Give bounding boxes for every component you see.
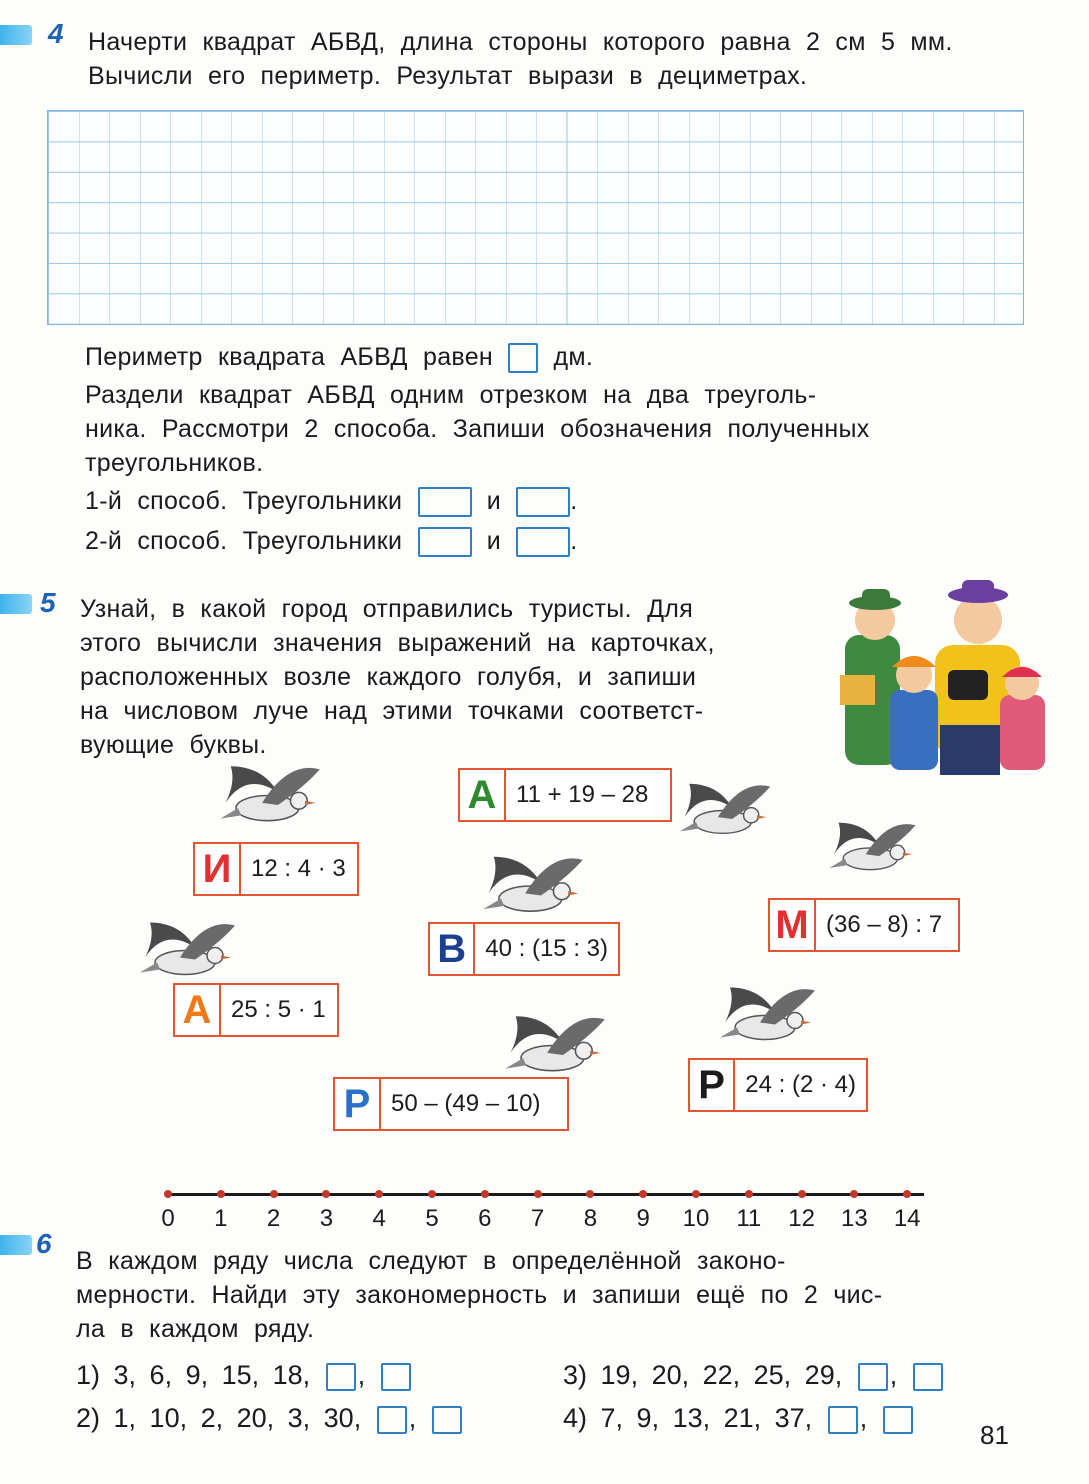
- sequence-row: 4) 7, 9, 13, 21, 37, ,: [563, 1403, 915, 1434]
- dove-icon: [825, 805, 920, 890]
- task-text: ника. Рассмотри 2 способа. Запиши обозначения полученных: [85, 415, 870, 443]
- number-line-label: 14: [893, 1205, 921, 1232]
- number-line-point[interactable]: [586, 1190, 594, 1198]
- row-label: 2): [76, 1403, 101, 1433]
- way2-label: 2-й способ. Треугольники: [85, 527, 403, 555]
- card-letter: М: [770, 900, 816, 950]
- number-line-point[interactable]: [798, 1190, 806, 1198]
- answer-box[interactable]: [326, 1363, 356, 1391]
- card-expression: 11 + 19 – 28: [516, 781, 649, 808]
- card-letter: В: [430, 924, 475, 974]
- sequence-row: 2) 1, 10, 2, 20, 3, 30, ,: [76, 1403, 464, 1434]
- answer-box[interactable]: [381, 1363, 411, 1391]
- number-line-point[interactable]: [639, 1190, 647, 1198]
- row-sequence: 7, 9, 13, 21, 37,: [600, 1403, 813, 1433]
- way1-line: [85, 484, 578, 518]
- card-letter: А: [175, 985, 221, 1035]
- number-line-label: 5: [425, 1205, 439, 1232]
- number-line-label: 8: [583, 1205, 598, 1232]
- dove-icon: [675, 765, 775, 855]
- row-label: 4): [563, 1403, 588, 1433]
- answer-box[interactable]: [858, 1363, 888, 1391]
- triangle-answer-box[interactable]: [516, 527, 570, 557]
- dove-icon: [135, 915, 240, 985]
- sequence-row: 1) 3, 6, 9, 15, 18, ,: [76, 1360, 413, 1391]
- number-line-point[interactable]: [692, 1190, 700, 1198]
- number-line-label: 13: [841, 1205, 868, 1232]
- task-text: на числовом луче над этими точками соответст-: [80, 697, 704, 725]
- card-letter: А: [460, 770, 506, 820]
- dove-icon: [715, 975, 820, 1055]
- number-line-label: 7: [530, 1205, 545, 1232]
- task-text: треугольников.: [85, 449, 264, 477]
- expression-card: [768, 898, 960, 952]
- task-text: ла в каждом ряду.: [76, 1315, 315, 1343]
- number-line-label: 1: [214, 1205, 228, 1232]
- tourists-illustration: [830, 575, 1065, 775]
- number-line-point[interactable]: [270, 1190, 278, 1198]
- period: .: [570, 527, 578, 555]
- sequence-row: 3) 19, 20, 22, 25, 29, ,: [563, 1360, 945, 1391]
- number-line-label: 10: [682, 1205, 710, 1232]
- dove-icon: [215, 755, 325, 835]
- expression-card: [428, 922, 620, 976]
- task-text: Раздели квадрат АБВД одним отрезком на два треуголь-: [85, 381, 817, 409]
- number-line-point[interactable]: [745, 1190, 753, 1198]
- triangle-answer-box[interactable]: [418, 527, 472, 557]
- card-expression: (36 – 8) : 7: [826, 911, 943, 938]
- answer-box[interactable]: [883, 1406, 913, 1434]
- task-text: Узнай, в какой город отправились туристы. Для: [80, 595, 694, 623]
- expression-card: [173, 983, 339, 1037]
- number-line-point[interactable]: [481, 1190, 489, 1198]
- task-text: мерности. Найди эту закономерность и запиши ещё по 2 чис-: [76, 1281, 883, 1309]
- row-sequence: 19, 20, 22, 25, 29,: [600, 1360, 843, 1390]
- perimeter-prefix: Периметр квадрата АБВД равен: [85, 343, 494, 371]
- way2-line: [85, 524, 578, 558]
- task-number: 6: [36, 1228, 52, 1259]
- number-line: [168, 1193, 924, 1196]
- task-number: 4: [48, 18, 64, 49]
- dove-icon: [478, 848, 588, 923]
- number-line-label: 11: [736, 1205, 762, 1232]
- number-line-label: 2: [266, 1205, 281, 1232]
- and-word: и: [486, 527, 502, 555]
- card-letter: Р: [690, 1060, 735, 1110]
- card-expression: 25 : 5 · 1: [231, 996, 326, 1023]
- task-text: расположенных возле каждого голубя, и запиши: [80, 663, 697, 691]
- row-label: 3): [563, 1360, 588, 1390]
- number-line-label: 0: [161, 1205, 175, 1232]
- card-expression: 50 – (49 – 10): [391, 1090, 541, 1117]
- number-line-label: 12: [788, 1205, 815, 1232]
- card-expression: 24 : (2 · 4): [745, 1071, 856, 1098]
- number-line-point[interactable]: [850, 1190, 858, 1198]
- number-line-label: 9: [636, 1205, 650, 1232]
- number-line-point[interactable]: [217, 1190, 225, 1198]
- answer-box[interactable]: [828, 1406, 858, 1434]
- period: .: [570, 487, 578, 515]
- page-number: 81: [980, 1420, 1009, 1450]
- number-line-point[interactable]: [164, 1190, 172, 1198]
- number-line-point[interactable]: [375, 1190, 383, 1198]
- answer-box[interactable]: [432, 1406, 462, 1434]
- number-line-point[interactable]: [534, 1190, 542, 1198]
- expression-card: [458, 768, 672, 822]
- row-label: 1): [76, 1360, 101, 1390]
- task-text: Вычисли его периметр. Результат вырази в дециметрах.: [88, 62, 808, 90]
- number-line-point[interactable]: [428, 1190, 436, 1198]
- task-number: 5: [40, 587, 56, 618]
- task-text: этого вычисли значения выражений на карточках,: [80, 629, 715, 657]
- number-line-point[interactable]: [322, 1190, 330, 1198]
- number-line-label: 3: [319, 1205, 334, 1232]
- triangle-answer-box[interactable]: [418, 487, 472, 517]
- card-letter: Р: [335, 1079, 381, 1129]
- drawing-grid[interactable]: [47, 110, 1024, 325]
- card-expression: 40 : (15 : 3): [485, 935, 608, 962]
- number-line-point[interactable]: [903, 1190, 911, 1198]
- card-letter: И: [195, 844, 241, 894]
- row-sequence: 3, 6, 9, 15, 18,: [113, 1360, 311, 1390]
- task-marker: [0, 25, 32, 45]
- perimeter-unit: дм.: [553, 343, 594, 371]
- card-expression: 12 : 4 · 3: [251, 855, 346, 882]
- expression-card: [333, 1077, 569, 1131]
- task-text: вующие буквы.: [80, 731, 267, 759]
- dove-icon: [500, 1005, 610, 1085]
- expression-card: [688, 1058, 868, 1112]
- row-sequence: 1, 10, 2, 20, 3, 30,: [113, 1403, 362, 1433]
- task-marker: [0, 594, 32, 614]
- expression-card: [193, 842, 359, 896]
- task-text: В каждом ряду числа следуют в определённой законо-: [76, 1247, 786, 1275]
- triangle-answer-box[interactable]: [516, 487, 570, 517]
- and-word: и: [486, 487, 502, 515]
- answer-box[interactable]: [377, 1406, 407, 1434]
- answer-box[interactable]: [913, 1363, 943, 1391]
- task-text: Начерти квадрат АБВД, длина стороны которого равна 2 см 5 мм.: [88, 28, 953, 56]
- way1-label: 1-й способ. Треугольники: [85, 487, 403, 515]
- task-marker: [0, 1235, 32, 1255]
- number-line-label: 4: [372, 1205, 386, 1232]
- perimeter-line: [85, 340, 593, 374]
- number-line-label: 6: [478, 1205, 492, 1232]
- perimeter-answer-box[interactable]: [508, 343, 538, 373]
